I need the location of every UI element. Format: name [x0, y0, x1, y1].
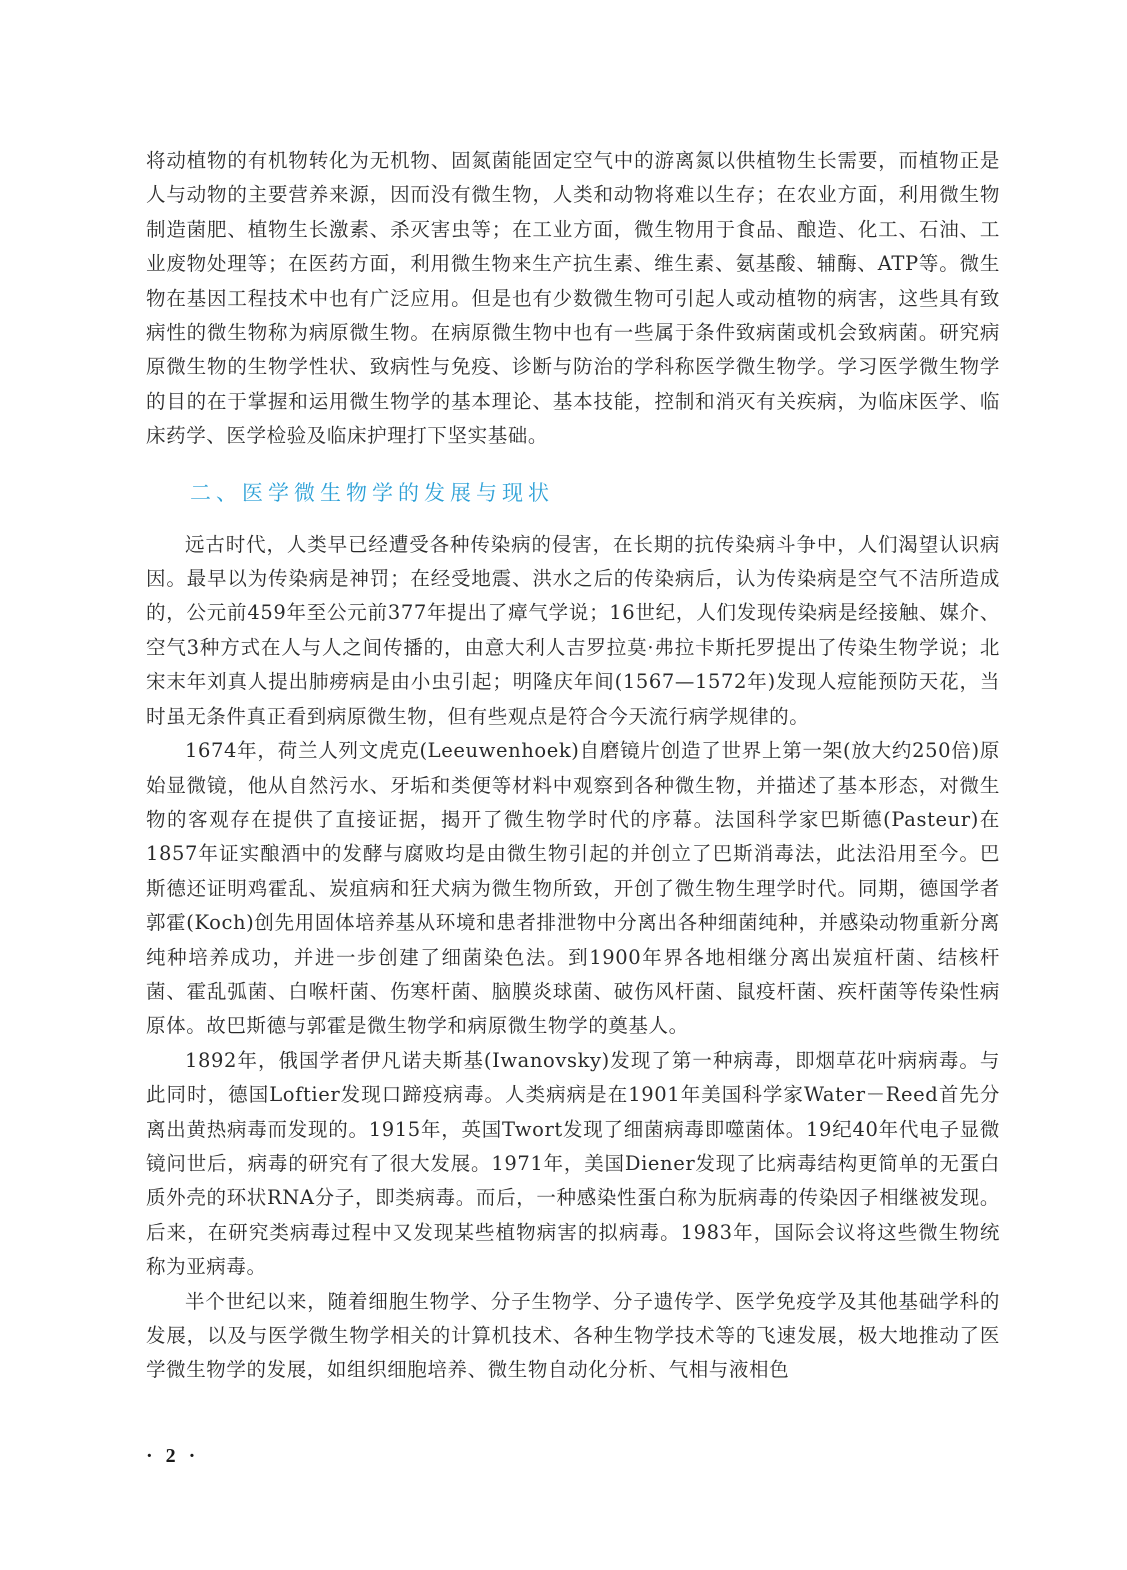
paragraph-continued: 将动植物的有机物转化为无机物、固氮菌能固定空气中的游离氮以供植物生长需要，而植物正是人与动物的主要营养来源，因而没有微生物，人类和动物将难以生存；在农业方面，利用微生物制造菌肥、植物生长激素、杀灭害虫等；在工业方面，微生物用于食品、酿造、化工、石油、工业废物处理等；在医药方面，利用微生物来生产抗生素、维生素、氨基酸、辅酶、ATP等。微生物在基因工程技术中也有广泛应用。但是也有少数微生物可引起人或动植物的病害，这些具有致病性的微生物称为病原微生物。在病原微生物中也有一些属于条件致病菌或机会致病菌。研究病原微生物的生物学性状、致病性与免疫、诊断与防治的学科称医学微生物学。学习医学微生物学的目的在于掌握和运用微生物学的基本理论、基本技能，控制和消灭有关疾病，为临床医学、临床药学、医学检验及临床护理打下坚实基础。: [146, 149, 1000, 448]
paragraph-modern-development: 半个世纪以来，随着细胞生物学、分子生物学、分子遗传学、医学免疫学及其他基础学科的发展，以及与医学微生物学相关的计算机技术、各种生物学技术等的飞速发展，极大地推动了医学微生物学的发展，如组织细胞培养、微生物自动化分析、气相与液相色: [146, 1289, 1000, 1382]
page-number: · 2 ·: [146, 1445, 200, 1467]
paragraph-virus-discovery: 1892年，俄国学者伊凡诺夫斯基(Iwanovsky)发现了第一种病毒，即烟草花叶病病毒。与此同时，德国Loftier发现口蹄疫病毒。人类病病是在1901年美国科学家Water－Reed首先分离出黄热病毒而发现的。1915年，英国Twort发现了细菌病毒即噬菌体。19纪40年代电子显微镜问世后，病毒的研究有了很大发展。1971年，美国Diener发现了比病毒结构更简单的无蛋白质外壳的环状RNA分子，即类病毒。而后，一种感染性蛋白称为朊病毒的传染因子相继被发现。后来，在研究类病毒过程中又发现某些植物病害的拟病毒。1983年，国际会议将这些微生物统称为亚病毒。: [146, 1048, 1000, 1279]
paragraph-leeuwenhoek: 1674年，荷兰人列文虎克(Leeuwenhoek)自磨镜片创造了世界上第一架(放大约250倍)原始显微镜，他从自然污水、牙垢和类便等材料中观察到各种微生物，并描述了基本形态，对微生物的客观存在提供了直接证据，揭开了微生物学时代的序幕。法国科学家巴斯德(Pasteur)在1857年证实酿酒中的发酵与腐败均是由微生物引起的并创立了巴斯消毒法，此法沿用至今。巴斯德还证明鸡霍乱、炭疽病和狂犬病为微生物所致，开创了微生物生理学时代。同期，德国学者郭霍(Koch)创先用固体培养基从环境和患者排泄物中分离出各种细菌纯种，并感染动物重新分离纯种培养成功，并进一步创建了细菌染色法。到1900年界各地相继分离出炭疽杆菌、结核杆菌、霍乱弧菌、白喉杆菌、伤寒杆菌、脑膜炎球菌、破伤风杆菌、鼠疫杆菌、疾杆菌等传染性病原体。故巴斯德与郭霍是微生物学和病原微生物学的奠基人。: [146, 739, 1000, 1038]
paragraph-ancient-era: 远古时代，人类早已经遭受各种传染病的侵害，在长期的抗传染病斗争中，人们渴望认识病因。最早以为传染病是神罚；在经受地震、洪水之后的传染病后，认为传染病是空气不洁所造成的，公元前459年至公元前377年提出了瘴气学说；16世纪，人们发现传染病是经接触、媒介、空气3种方式在人与人之间传播的，由意大利人吉罗拉莫·弗拉卡斯托罗提出了传染生物学说；北宋末年刘真人提出肺痨病是由小虫引起；明隆庆年间(1567—1572年)发现人痘能预防天花，当时虽无条件真正看到病原微生物，但有些观点是符合今天流行病学规律的。: [146, 532, 1000, 728]
section-heading: 二、医学微生物学的发展与现状: [190, 480, 554, 505]
page-body: [146, 144, 1000, 1388]
